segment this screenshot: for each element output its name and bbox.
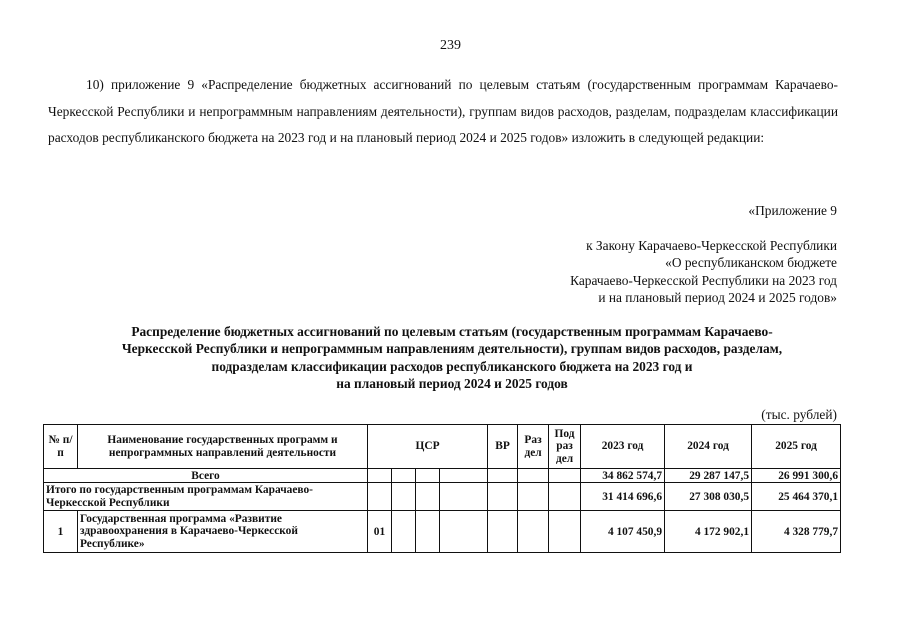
- total-2023: 34 862 574,7: [581, 469, 665, 483]
- header-razdel: Раз дел: [518, 425, 549, 469]
- document-title: [40, 323, 864, 393]
- table-row: [44, 511, 841, 553]
- row-name: Государственная программа «Развитие здравоохранения в Карачаево-Черкесской Республике»: [78, 511, 368, 553]
- row-num: 1: [44, 511, 78, 553]
- title-line: на плановый период 2024 и 2025 годов: [336, 376, 568, 392]
- appendix-header: «Приложение 9: [748, 203, 837, 218]
- appendix-ref-line: и на плановый период 2024 и 2025 годов»: [598, 289, 837, 305]
- appendix-ref-line: «О республиканском бюджете: [665, 255, 837, 271]
- appendix-reference: [570, 237, 837, 306]
- row-2023: 4 107 450,9: [581, 511, 665, 553]
- subtotal-label: Итого по государственным программам Карачаево-Черкесской Республики: [44, 483, 368, 511]
- total-label: Всего: [44, 469, 368, 483]
- page-number: 239: [440, 38, 461, 53]
- units-label: (тыс. рублей): [761, 407, 837, 422]
- row-csr-program: 01: [368, 511, 392, 553]
- subtotal-2025: 25 464 370,1: [752, 483, 841, 511]
- subtotal-2024: 27 308 030,5: [665, 483, 752, 511]
- header-name: Наименование государственных программ и непрограммных направлений деятельности: [78, 425, 368, 469]
- title-line: Распределение бюджетных ассигнований по целевым статьям (государственным программам Карачаево-: [131, 324, 773, 339]
- appendix-ref-line: Карачаево-Черкесской Республики на 2023 год: [570, 272, 837, 288]
- header-2023: 2023 год: [581, 425, 665, 469]
- header-vr: ВР: [488, 425, 518, 469]
- table-header-row: [44, 425, 841, 469]
- title-line: подразделам классификации расходов республиканского бюджета на 2023 год и: [211, 358, 693, 374]
- header-podrazdel: Под раз дел: [549, 425, 581, 469]
- intro-text: 10) приложение 9 «Распределение бюджетных ассигнований по целевым статьям (государственным программам Карачаево-Черкесской Республики и непрограммным направлениям деятельности), группам видов расходов, разделам, подразделам классификации расходов республиканского бюджета на 2023 год и на плановый период 2024 и 2025 годов» изложить в следующей редакции:: [48, 77, 838, 145]
- subtotal-2023: 31 414 696,6: [581, 483, 665, 511]
- total-2025: 26 991 300,6: [752, 469, 841, 483]
- table-row-subtotal: [44, 483, 841, 511]
- budget-table: [43, 424, 841, 553]
- appendix-ref-line: к Закону Карачаево-Черкесской Республики: [586, 238, 837, 253]
- row-2025: 4 328 779,7: [752, 511, 841, 553]
- intro-paragraph: [48, 72, 838, 152]
- header-2025: 2025 год: [752, 425, 841, 469]
- header-csr: ЦСР: [368, 425, 488, 469]
- title-line: Черкесской Республики и непрограммным направлениям деятельности), группам видов расходов, разделам,: [121, 341, 783, 357]
- total-2024: 29 287 147,5: [665, 469, 752, 483]
- table-row-total: [44, 469, 841, 483]
- header-2024: 2024 год: [665, 425, 752, 469]
- row-2024: 4 172 902,1: [665, 511, 752, 553]
- header-num: № п/п: [44, 425, 78, 469]
